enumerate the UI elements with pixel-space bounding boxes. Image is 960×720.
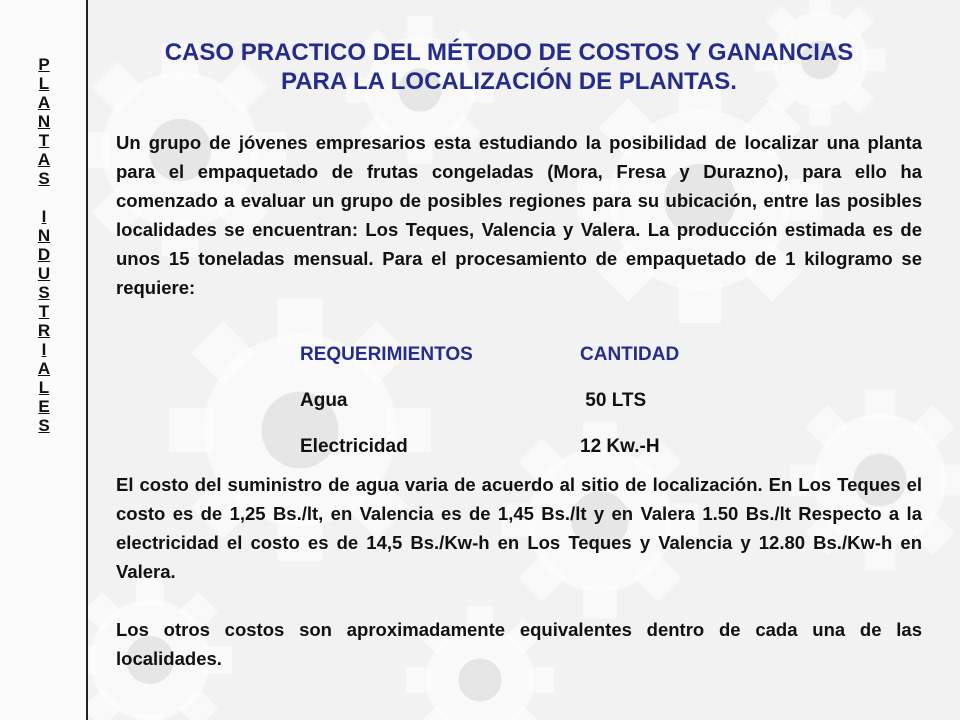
slide-title: [114, 38, 904, 96]
requirement-qty: 50 LTS: [580, 390, 647, 411]
requirements-table: [300, 340, 720, 478]
title-line-2: PARA LA LOCALIZACIÓN DE PLANTAS.: [281, 68, 737, 95]
table-row: [300, 386, 720, 432]
header-requerimientos: REQUERIMIENTOS: [300, 344, 473, 365]
vertical-letter: A: [37, 359, 51, 378]
vertical-letter: A: [37, 93, 51, 112]
vertical-title-plantas-industriales: [0, 55, 88, 435]
header-cantidad: CANTIDAD: [580, 344, 680, 365]
requirements-header-row: [300, 340, 720, 386]
vertical-letter: N: [37, 112, 51, 131]
requirement-item: Electricidad: [300, 436, 408, 457]
requirement-item: Agua: [300, 390, 348, 411]
vertical-letter: I: [41, 207, 47, 226]
vertical-letter: E: [38, 397, 50, 416]
vertical-letter: L: [38, 74, 50, 93]
intro-paragraph: Un grupo de jóvenes empresarios esta estudiando la posibilidad de localizar una planta para el empaquetado de frutas congeladas (Mora, Fresa y Durazno), para ello ha comenzado a evaluar un grupo de posibles regiones para su ubicación, entre las posibles localidades se encuentran: Los Teques, Valencia y Valera. La producción estimada es de unos 15 toneladas mensual. Para el procesamiento de empaquetado de 1 kilogramo se requiere:: [116, 132, 922, 298]
vertical-letter: S: [38, 416, 50, 435]
vertical-letter: A: [37, 150, 51, 169]
vertical-letter: P: [38, 55, 50, 74]
requirement-qty: 12 Kw.-H: [580, 436, 660, 457]
sidebar: [0, 0, 88, 720]
others-paragraph: Los otros costos son aproximadamente equivalentes dentro de cada una de las localidades.: [116, 619, 922, 669]
vertical-letter: S: [38, 169, 50, 188]
vertical-letter: I: [41, 340, 47, 359]
vertical-letter: R: [37, 321, 51, 340]
costs-paragraph: El costo del suministro de agua varia de acuerdo al sitio de localización. En Los Teques el costo es de 1,25 Bs./lt, en Valencia es de 1,45 Bs./lt y en Valera 1.50 Bs./lt Respecto a la electricidad el costo es de 14,5 Bs./Kw-h en Los Teques y Valencia y 12.80 Bs./Kw-h en Valera.: [116, 474, 922, 582]
vertical-letter: N: [37, 226, 51, 245]
vertical-letter: D: [37, 245, 51, 264]
vertical-letter: S: [38, 283, 50, 302]
slide-content: [114, 0, 920, 720]
title-line-1: CASO PRACTICO DEL MÉTODO DE COSTOS Y GANANCIAS: [164, 39, 854, 66]
vertical-letter: T: [38, 131, 50, 150]
vertical-letter: L: [38, 378, 50, 397]
vertical-letter: T: [38, 302, 50, 321]
vertical-letter: U: [37, 264, 51, 283]
